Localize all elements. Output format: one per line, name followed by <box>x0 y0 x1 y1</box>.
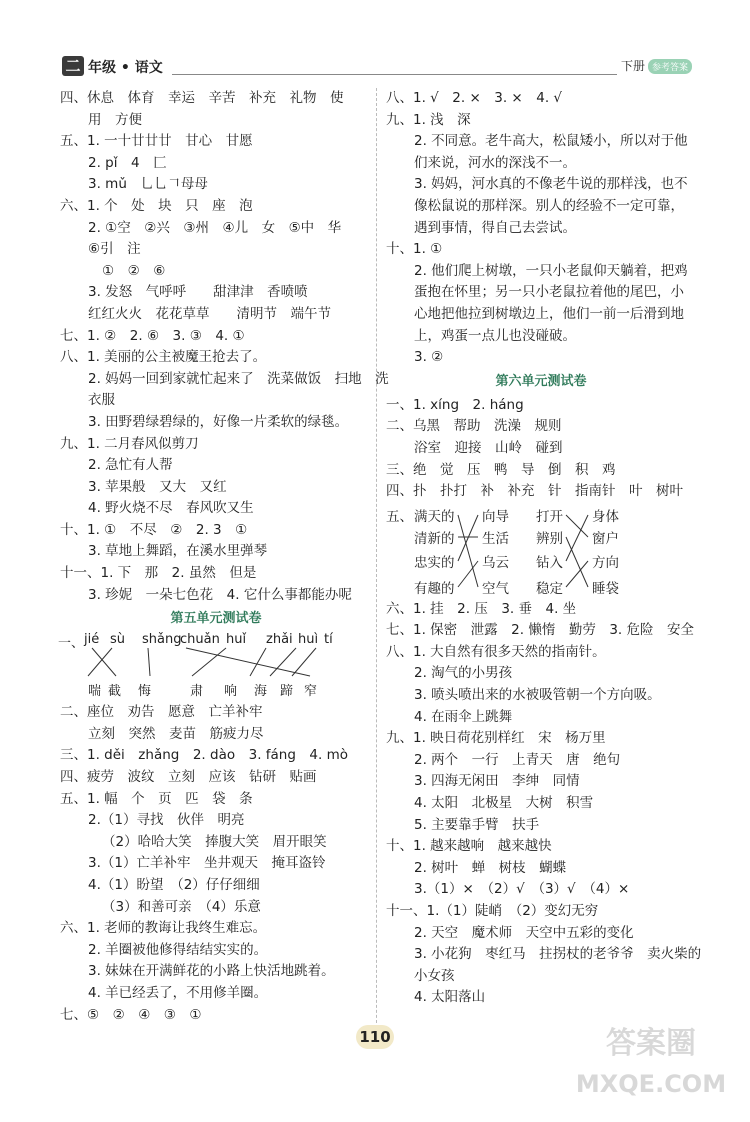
answer-line: 3. 珍妮 一朵七色花 4. 它什么事都能办呢 <box>88 586 352 603</box>
answer-line: 3. 妹妹在开满鲜花的小路上快活地跳着。 <box>88 963 335 980</box>
match-word: 睡袋 <box>592 580 619 597</box>
match-word: 满天的 <box>414 508 455 525</box>
pinyin-item: sù <box>110 632 126 648</box>
answer-line: 十、1. ① <box>386 241 443 258</box>
subject-label: 年级 • 语文 <box>88 60 163 76</box>
right-column <box>386 88 702 1009</box>
answer-line: 4.（1）盼望 （2）仔仔细细 <box>88 877 260 893</box>
match-word: 钻入 <box>536 554 563 571</box>
answer-line: 浴室 迎接 山岭 碰到 <box>414 439 563 456</box>
answer-line: 六、1. 挂 2. 压 3. 垂 4. 坐 <box>386 600 577 617</box>
watermark-line: MXQE.COM <box>575 1070 727 1098</box>
match-word: 清新的 <box>414 530 455 547</box>
answer-line: 十一、1.（1）陡峭 （2）变幻无穷 <box>386 903 599 919</box>
pinyin-item: chuǎn <box>180 632 220 648</box>
match-word: 忠实的 <box>414 554 455 571</box>
term-label <box>621 57 692 74</box>
match-word: 辨别 <box>536 530 563 547</box>
match-word: 向导 <box>482 508 509 525</box>
pinyin-match <box>60 632 372 702</box>
answer-line: 2. ①空 ②兴 ③州 ④儿 女 ⑤中 华 <box>88 219 342 236</box>
answer-line: 2. 妈妈一回到家就忙起来了 洗菜做饭 扫地 洗 <box>88 370 389 387</box>
answer-line: 小女孩 <box>414 967 455 984</box>
answer-line: 2.（1）寻找 伙伴 明亮 <box>88 812 245 829</box>
pinyin-item: jié <box>84 632 100 648</box>
answer-line: 2. 天空 魔术师 天空中五彩的变化 <box>414 924 634 941</box>
answer-line: 3. mǔ 乚乚𠃍母母 <box>88 176 208 193</box>
match-word: 生活 <box>482 530 509 547</box>
answer-line: 2. pǐ 4 匚 <box>88 154 167 171</box>
answer-line: 3. 田野碧绿碧绿的，好像一片柔软的绿毯。 <box>88 413 349 430</box>
char-item: 悔 <box>138 684 152 700</box>
left-answers-part2 <box>60 702 372 1026</box>
match-label: 五、 <box>386 508 413 525</box>
answer-line: 2. 羊圈被他修得结结实实的。 <box>88 941 268 958</box>
match-word: 乌云 <box>482 554 509 571</box>
answer-line: 3. 苹果般 又大 又红 <box>88 478 227 495</box>
right-answers-part2 <box>386 395 696 503</box>
answer-line: 3. 发怒 气呼呼 甜津津 香喷喷 <box>88 284 308 301</box>
watermark-logo <box>566 1024 736 1114</box>
left-answers-part1 <box>60 88 389 606</box>
answer-line: 衣服 <box>88 392 115 409</box>
answer-line: 2. 不同意。老牛高大，松鼠矮小，所以对于他 <box>414 133 688 150</box>
answer-line: 三、绝 觉 压 鸭 导 倒 积 鸡 <box>386 461 616 478</box>
right-answers-part1 <box>386 88 696 369</box>
pinyin-item: huì <box>298 632 319 648</box>
answer-line: 九、1. 映日荷花别样红 宋 杨万里 <box>386 730 606 747</box>
answer-line: 像松鼠说的那样深。别人的经验不一定可靠， <box>414 197 684 214</box>
answer-line: 们来说，河水的深浅不一。 <box>414 154 576 171</box>
pinyin-item: huǐ <box>226 632 247 648</box>
answer-line: 3.（1）亡羊补牢 坐井观天 掩耳盗铃 <box>88 855 326 872</box>
header-rule <box>172 74 617 75</box>
answer-line: 心地把他拉到树墩边上，他们一前一后滑到地 <box>414 305 684 322</box>
answer-line: 2. 急忙有人帮 <box>88 457 173 474</box>
answer-line: 5. 主要靠手臂 扶手 <box>414 816 540 833</box>
char-item: 蹄 <box>280 684 294 700</box>
char-item: 喘 <box>88 684 102 700</box>
answer-line: 立刻 突然 麦苗 筋疲力尽 <box>88 725 264 742</box>
answer-line: 3. 小花狗 枣红马 拄拐杖的老爷爷 卖火柴的 <box>414 946 702 963</box>
answer-line: 遇到事情，得自己去尝试。 <box>414 219 576 236</box>
answer-line: 3.（1）× （2）√ （3）√ （4）× <box>414 881 630 898</box>
answer-line: 4. 在雨伞上跳舞 <box>414 708 513 725</box>
char-item: 截 <box>108 684 122 700</box>
match-word: 窗户 <box>592 530 619 547</box>
answer-line: 2. 两个 一行 上青天 唐 绝句 <box>414 751 621 768</box>
answer-line: 六、1. 老师的教诲让我终生难忘。 <box>60 920 267 937</box>
answer-line: 上，鸡蛋一点儿也没碰破。 <box>414 327 576 344</box>
answer-line: 2. 他们爬上树墩，一只小老鼠仰天躺着，把鸡 <box>414 262 688 279</box>
answer-line: 4. 太阳 北极星 大树 积雪 <box>414 795 594 812</box>
answer-line: 4. 羊已经丢了，不用修羊圈。 <box>88 984 268 1001</box>
answer-line: 九、1. 浅 深 <box>386 111 471 128</box>
answer-line: 十、1. ① 不尽 ② 2. 3 ① <box>60 521 248 538</box>
pinyin-item: tí <box>324 632 333 648</box>
page-header <box>62 56 692 78</box>
answer-line: 八、1. 大自然有很多天然的指南针。 <box>386 643 606 660</box>
answer-line: 3. 草地上舞蹈，在溪水里弹琴 <box>88 543 268 560</box>
answer-line: （2）哈哈大笑 捧腹大笑 眉开眼笑 <box>102 833 327 850</box>
char-item: 窄 <box>304 684 318 700</box>
answer-pill: 参考答案 <box>648 59 692 74</box>
right-answers-part3 <box>386 599 702 1009</box>
char-item: 肃 <box>190 684 204 700</box>
answer-line: 八、1. √ 2. × 3. × 4. √ <box>386 90 563 106</box>
page-number: 110 <box>356 1025 394 1049</box>
answer-line: 九、1. 二月春风似剪刀 <box>60 435 199 452</box>
unit6-title: 第六单元测试卷 <box>495 373 587 389</box>
answer-line: 十一、1. 下 那 2. 虽然 但是 <box>60 565 257 582</box>
answer-line: 七、1. 保密 泄露 2. 懒惰 勤劳 3. 危险 安全 <box>386 622 695 639</box>
pinyin-item: zhǎi <box>266 632 293 648</box>
answer-line: 三、1. děi zhǎng 2. dào 3. fáng 4. mò <box>60 747 349 764</box>
answer-line: 五、1. 一十廿廿廿 甘心 甘愿 <box>60 133 253 150</box>
answer-line: 蛋抱在怀里；另一只小老鼠拉着他的尾巴，小 <box>414 284 684 301</box>
answer-line: 四、休息 体育 幸运 辛苦 补充 礼物 使 <box>60 90 344 106</box>
match-word: 方向 <box>592 554 619 571</box>
word-match <box>386 503 696 599</box>
answer-line: 用 方便 <box>88 111 142 128</box>
answer-line: ① ② ⑥ <box>102 262 166 279</box>
watermark-line: 答案圈 <box>606 1026 696 1061</box>
match-word: 稳定 <box>536 580 563 597</box>
answer-line: 四、扑 扑打 补 补充 针 指南针 叶 树叶 <box>386 483 683 500</box>
answer-line: 二、乌黑 帮助 洗澡 规则 <box>386 418 562 435</box>
term-text: 下册 <box>620 59 645 73</box>
char-item: 海 <box>254 684 268 700</box>
match-word: 有趣的 <box>414 580 455 597</box>
pinyin-item: shǎng <box>142 632 182 648</box>
pinyin-label: 一、 <box>58 636 85 652</box>
answer-line: 八、1. 美丽的公主被魔王抢去了。 <box>60 349 267 366</box>
match-word: 打开 <box>536 508 563 525</box>
answer-line: 四、疲劳 波纹 立刻 应该 钻研 贴画 <box>60 769 317 786</box>
left-column <box>58 88 389 1026</box>
answer-line: 4. 野火烧不尽 春风吹又生 <box>88 500 254 517</box>
unit5-title: 第五单元测试卷 <box>170 611 262 627</box>
answer-line: 3. ② <box>414 349 444 366</box>
answer-line: 2. 淘气的小男孩 <box>414 665 513 682</box>
char-item: 响 <box>224 684 238 700</box>
answer-line: 七、1. ② 2. ⑥ 3. ③ 4. ① <box>60 327 245 344</box>
answer-line: 七、⑤ ② ④ ③ ① <box>60 1006 202 1023</box>
answer-line: 红红火火 花花草草 清明节 端午节 <box>88 305 331 322</box>
answer-line: 4. 太阳落山 <box>414 989 486 1006</box>
column-divider <box>376 88 377 1048</box>
match-word: 身体 <box>592 508 619 525</box>
answer-line: 六、1. 个 处 块 只 座 泡 <box>60 197 253 214</box>
answer-line: 五、1. 幅 个 页 匹 袋 条 <box>60 790 253 807</box>
answer-line: 2. 树叶 蝉 树枝 蝴蝶 <box>414 859 567 876</box>
answer-line: 3. 四海无闲田 李绅 同情 <box>414 773 580 790</box>
match-word: 空气 <box>482 580 509 597</box>
answer-line: 十、1. 越来越响 越来越快 <box>386 838 552 855</box>
answer-line: （3）和善可亲 （4）乐意 <box>102 898 261 915</box>
answer-line: 一、1. xíng 2. háng <box>386 396 524 413</box>
grade-badge: 二 <box>62 56 84 76</box>
answer-line: 二、座位 劝告 愿意 亡羊补牢 <box>60 704 263 721</box>
answer-line: 3. 喷头喷出来的水被吸管朝一个方向吸。 <box>414 687 661 704</box>
answer-line: ⑥引 注 <box>88 241 141 258</box>
answer-line: 3. 妈妈，河水真的不像老牛说的那样浅，也不 <box>414 176 688 193</box>
